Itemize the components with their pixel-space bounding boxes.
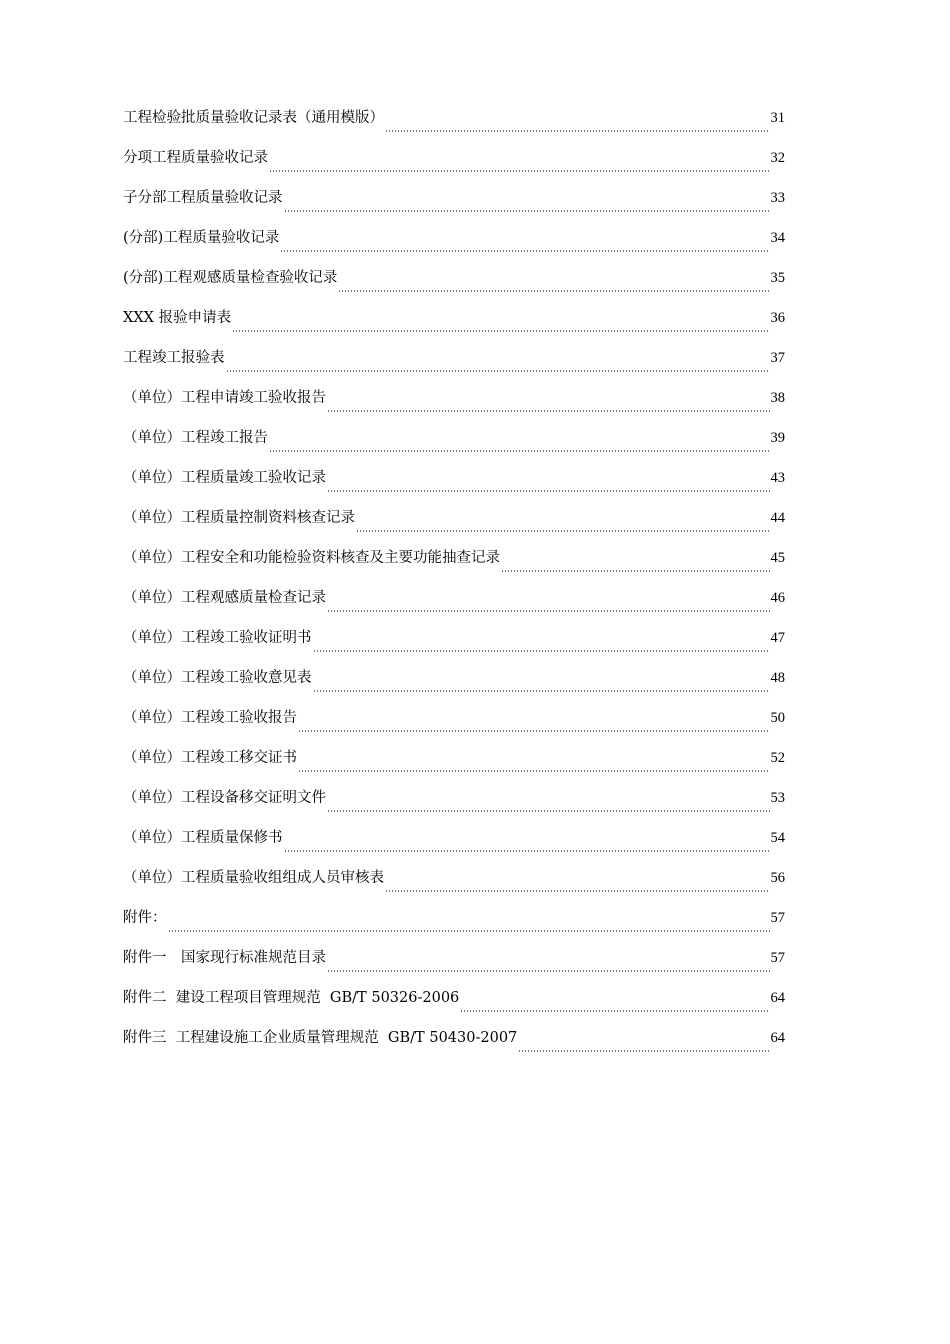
- toc-dot-leader: [269, 450, 770, 452]
- toc-entry[interactable]: [123, 104, 785, 144]
- toc-entry-title: (分部)工程质量验收记录: [123, 230, 280, 246]
- toc-dot-leader: [356, 530, 770, 532]
- toc-page-number: 39: [770, 430, 785, 446]
- toc-dot-leader: [226, 370, 770, 372]
- toc-entry[interactable]: [123, 144, 785, 184]
- toc-page-number: 43: [770, 470, 785, 486]
- toc-page-number: 34: [770, 230, 785, 246]
- toc-dot-leader: [298, 770, 770, 772]
- toc-entry-title: 附件二 建设工程项目管理规范 GB/T 50326-2006: [123, 990, 460, 1006]
- toc-entry[interactable]: [123, 784, 785, 824]
- toc-dot-leader: [284, 210, 770, 212]
- toc-dot-leader: [280, 250, 769, 252]
- toc-page-number: 47: [770, 630, 785, 646]
- toc-entry-title: （单位）工程竣工移交证书: [123, 750, 297, 766]
- toc-entry[interactable]: [123, 744, 785, 784]
- toc-entry-title: （单位）工程竣工报告: [123, 430, 268, 446]
- toc-entry[interactable]: [123, 824, 785, 864]
- toc-page-number: 50: [770, 710, 785, 726]
- toc-page-number: 31: [770, 110, 785, 126]
- toc-entry-title: （单位）工程竣工验收报告: [123, 710, 297, 726]
- toc-entry-title: 工程竣工报验表: [123, 350, 225, 366]
- toc-page-number: 45: [770, 550, 785, 566]
- toc-entry-title: (分部)工程观感质量检查验收记录: [123, 270, 338, 286]
- toc-dot-leader: [269, 170, 770, 172]
- toc-dot-leader: [501, 570, 770, 572]
- toc-page-number: 52: [770, 750, 785, 766]
- toc-entry[interactable]: [123, 264, 785, 304]
- toc-dot-leader: [327, 490, 770, 492]
- toc-page-number: 57: [770, 910, 785, 926]
- toc-dot-leader: [284, 850, 770, 852]
- toc-page-number: 53: [770, 790, 785, 806]
- toc-entry-title: 子分部工程质量验收记录: [123, 190, 283, 206]
- toc-entry-title: （单位）工程竣工验收意见表: [123, 670, 312, 686]
- toc-entry-title: （单位）工程设备移交证明文件: [123, 790, 326, 806]
- toc-dot-leader: [232, 330, 769, 332]
- toc-entry-title: （单位）工程质量竣工验收记录: [123, 470, 326, 486]
- toc-dot-leader: [338, 290, 769, 292]
- toc-page-number: 56: [770, 870, 785, 886]
- toc-dot-leader: [327, 810, 770, 812]
- toc-dot-leader: [327, 410, 770, 412]
- toc-entry[interactable]: [123, 504, 785, 544]
- toc-page-number: 33: [770, 190, 785, 206]
- toc-entry-title: 附件三 工程建设施工企业质量管理规范 GB/T 50430-2007: [123, 1030, 518, 1046]
- toc-entry-title: （单位）工程质量验收组组成人员审核表: [123, 870, 384, 886]
- toc-entry-title: （单位）工程质量保修书: [123, 830, 283, 846]
- toc-entry[interactable]: [123, 864, 785, 904]
- toc-dot-leader: [518, 1050, 769, 1052]
- toc-dot-leader: [385, 890, 770, 892]
- toc-dot-leader: [298, 730, 770, 732]
- toc-entry[interactable]: [123, 224, 785, 264]
- toc-entry[interactable]: [123, 384, 785, 424]
- toc-entry-title: （单位）工程观感质量检查记录: [123, 590, 326, 606]
- toc-page-number: 32: [770, 150, 785, 166]
- toc-entry[interactable]: [123, 664, 785, 704]
- toc-page-number: 48: [770, 670, 785, 686]
- toc-entry-title: （单位）工程质量控制资料核查记录: [123, 510, 355, 526]
- toc-dot-leader: [168, 930, 770, 932]
- toc-page-number: 35: [770, 270, 785, 286]
- toc-page-number: 57: [770, 950, 785, 966]
- toc-dot-leader: [313, 650, 770, 652]
- toc-entry[interactable]: [123, 624, 785, 664]
- toc-page-number: 54: [770, 830, 785, 846]
- toc-entry[interactable]: [123, 424, 785, 464]
- toc-entry-title: 附件一 国家现行标准规范目录: [123, 950, 326, 966]
- table-of-contents: [123, 104, 785, 1064]
- toc-dot-leader: [460, 1010, 769, 1012]
- toc-entry-title: 附件：: [123, 910, 167, 926]
- toc-dot-leader: [313, 690, 770, 692]
- toc-page-number: 64: [770, 990, 785, 1006]
- toc-entry[interactable]: [123, 344, 785, 384]
- toc-entry[interactable]: [123, 584, 785, 624]
- toc-entry[interactable]: [123, 544, 785, 584]
- toc-entry[interactable]: [123, 704, 785, 744]
- toc-entry[interactable]: [123, 184, 785, 224]
- toc-dot-leader: [327, 970, 770, 972]
- toc-entry-title: 工程检验批质量验收记录表（通用模版）: [123, 110, 384, 126]
- toc-page-number: 36: [770, 310, 785, 326]
- toc-entry-title: XXX 报验申请表: [123, 310, 232, 326]
- toc-entry[interactable]: [123, 944, 785, 984]
- toc-entry[interactable]: [123, 304, 785, 344]
- toc-entry[interactable]: [123, 904, 785, 944]
- toc-entry-title: （单位）工程安全和功能检验资料核查及主要功能抽查记录: [123, 550, 500, 566]
- toc-entry[interactable]: [123, 984, 785, 1024]
- toc-entry-title: （单位）工程申请竣工验收报告: [123, 390, 326, 406]
- toc-page-number: 38: [770, 390, 785, 406]
- toc-entry[interactable]: [123, 1024, 785, 1064]
- toc-page-number: 37: [770, 350, 785, 366]
- toc-page-number: 46: [770, 590, 785, 606]
- toc-page-number: 64: [770, 1030, 785, 1046]
- toc-entry-title: 分项工程质量验收记录: [123, 150, 268, 166]
- toc-dot-leader: [327, 610, 770, 612]
- toc-page-number: 44: [770, 510, 785, 526]
- toc-dot-leader: [385, 130, 770, 132]
- toc-entry[interactable]: [123, 464, 785, 504]
- toc-entry-title: （单位）工程竣工验收证明书: [123, 630, 312, 646]
